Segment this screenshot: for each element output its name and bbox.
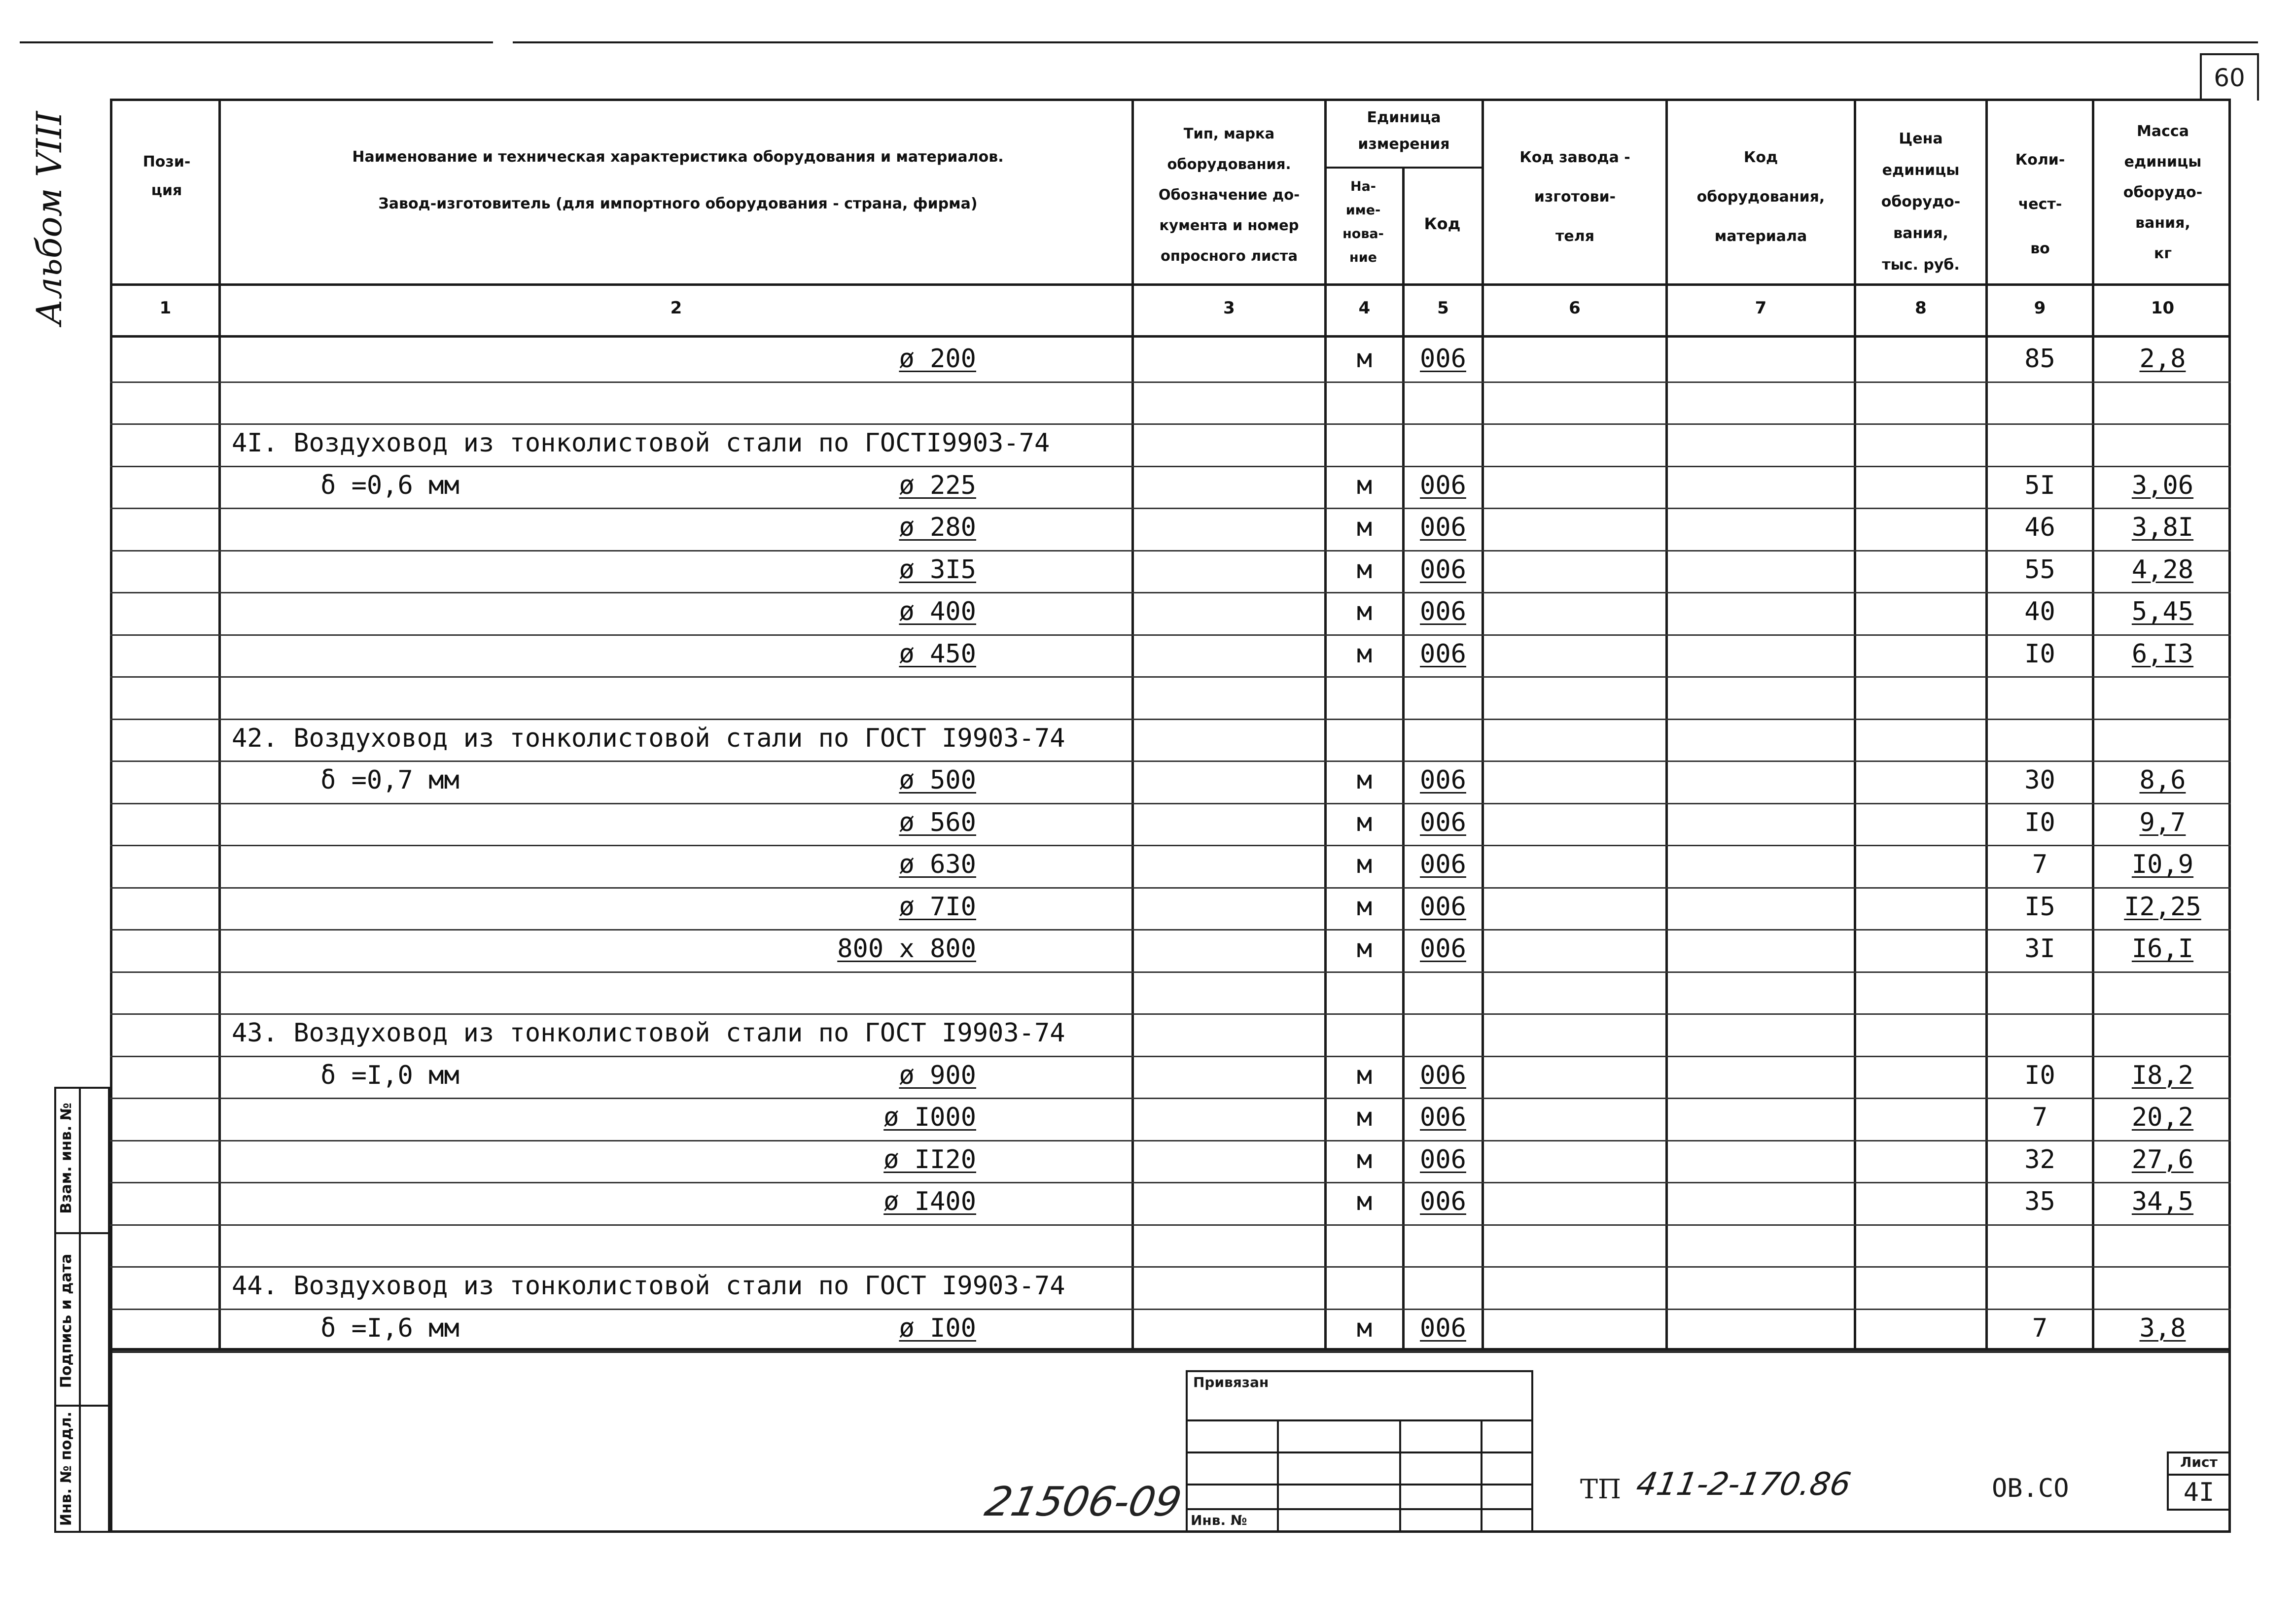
header-type: Тип, марка оборудования. Обозначение до- кумента и номер опросного листа — [1158, 125, 1300, 264]
col-rule-5 — [1482, 99, 1484, 1350]
item-size: 800 x 800 — [837, 934, 976, 964]
section-title: 44. Воздуховод из тонколистовой стали по ГОСТ I9903-74 — [232, 1271, 1065, 1301]
unit-mass: I0,9 — [2131, 850, 2194, 879]
unit-mass: 20,2 — [2131, 1103, 2194, 1132]
header-name-line1: Наименование и техническая характеристика оборудования и материалов. — [352, 148, 1004, 166]
colnum-2: 2 — [670, 298, 682, 318]
side-stamp-divider — [79, 1087, 81, 1533]
colnum-5: 5 — [1437, 298, 1449, 318]
header-price: Цена единицы оборудо- вания, тыс. руб. — [1881, 130, 1961, 274]
item-size: ø 900 — [899, 1060, 976, 1090]
quantity: 7 — [2032, 1103, 2048, 1132]
privyazan-col-3 — [1481, 1419, 1482, 1533]
unit-mass: I6,I — [2131, 934, 2194, 964]
side-stamp-rule-1 — [54, 1232, 110, 1234]
unit-name: м — [1356, 850, 1373, 879]
unit-mass: 34,5 — [2131, 1187, 2194, 1216]
wall-thickness: δ =I,0 мм — [320, 1060, 459, 1090]
row-rule — [110, 423, 2231, 425]
unit-code: 006 — [1420, 344, 1466, 374]
unit-name: м — [1356, 1060, 1373, 1090]
colnum-8: 8 — [1915, 298, 1927, 318]
unit-mass: I8,2 — [2131, 1060, 2194, 1090]
top-rule-right — [513, 41, 2258, 43]
quantity: 5I — [2024, 470, 2055, 500]
row-rule — [110, 971, 2231, 973]
header-bottom-rule — [110, 283, 2231, 286]
sheet-number: 4I — [2183, 1478, 2215, 1507]
unit-name: м — [1356, 934, 1373, 964]
quantity: 55 — [2024, 554, 2055, 585]
doc-code: ОВ.СО — [1992, 1474, 2069, 1503]
item-size: ø 560 — [899, 807, 976, 837]
row-rule — [110, 1309, 2231, 1310]
unit-code: 006 — [1420, 1187, 1466, 1216]
row-rule — [110, 1098, 2231, 1099]
unit-name: м — [1356, 639, 1373, 669]
unit-code: 006 — [1420, 1313, 1466, 1343]
wall-thickness: δ =0,6 мм — [320, 470, 459, 500]
item-size: ø 450 — [899, 639, 976, 669]
unit-code: 006 — [1420, 1144, 1466, 1175]
header-unit-name: На- име- нова- ние — [1342, 179, 1384, 265]
unit-code: 006 — [1420, 1060, 1466, 1090]
sheet-box-rule — [2167, 1474, 2231, 1476]
item-size: ø I400 — [883, 1187, 976, 1216]
item-size: ø 225 — [899, 470, 976, 500]
row-rule — [110, 803, 2231, 804]
page-number: 60 — [2214, 64, 2245, 92]
unit-code: 006 — [1420, 597, 1466, 626]
header-mass: Масса единицы оборудо- вания, кг — [2123, 123, 2203, 262]
item-size: ø II20 — [883, 1144, 976, 1175]
unit-name: м — [1356, 470, 1373, 500]
row-rule — [110, 508, 2231, 509]
unit-code: 006 — [1420, 850, 1466, 879]
top-rule-left — [20, 41, 493, 43]
row-rule — [110, 592, 2231, 593]
colnum-3: 3 — [1223, 298, 1235, 318]
unit-name: м — [1356, 1144, 1373, 1175]
item-size: ø 7I0 — [899, 892, 976, 922]
unit-group-rule — [1324, 167, 1484, 169]
quantity: I5 — [2024, 892, 2055, 922]
col-rule-1 — [218, 99, 221, 1350]
row-rule — [110, 634, 2231, 636]
unit-name: м — [1356, 807, 1373, 837]
row-rule — [110, 550, 2231, 552]
row-rule — [110, 1056, 2231, 1057]
unit-mass: 2,8 — [2139, 344, 2186, 374]
section-title: 4I. Воздуховод из тонколистовой стали по ГОСТI9903-74 — [232, 428, 1050, 458]
quantity: 7 — [2032, 1313, 2048, 1343]
colnum-9: 9 — [2034, 298, 2046, 318]
row-rule — [110, 760, 2231, 762]
unit-mass: 4,28 — [2131, 554, 2194, 585]
item-size: ø 280 — [899, 513, 976, 542]
row-rule — [110, 466, 2231, 467]
unit-mass: 3,8I — [2131, 513, 2194, 542]
quantity: I0 — [2024, 807, 2055, 837]
album-label: Альбом VIII — [29, 111, 70, 325]
header-position: Пози- ция — [142, 153, 191, 199]
unit-name: м — [1356, 554, 1373, 585]
colnum-bottom-rule — [110, 335, 2231, 338]
sheet-label: Лист — [2180, 1454, 2218, 1470]
item-size: ø 500 — [899, 765, 976, 795]
unit-mass: 9,7 — [2139, 807, 2186, 837]
col-rule-7 — [1854, 99, 1856, 1350]
header-unit-group: Единица измерения — [1358, 109, 1450, 153]
wall-thickness: δ =0,7 мм — [320, 765, 459, 795]
quantity: 85 — [2024, 344, 2055, 374]
unit-mass: 3,06 — [2131, 470, 2194, 500]
row-rule — [110, 381, 2231, 383]
row-rule — [110, 929, 2231, 931]
quantity: I0 — [2024, 639, 2055, 669]
unit-name: м — [1356, 1313, 1373, 1343]
header-name-line2: Завод-изготовитель (для импортного оборудования - страна, фирма) — [378, 195, 978, 212]
item-size: ø I000 — [883, 1103, 976, 1132]
unit-code: 006 — [1420, 554, 1466, 585]
colnum-4: 4 — [1358, 298, 1371, 318]
unit-mass: 6,I3 — [2131, 639, 2194, 669]
unit-name: м — [1356, 1103, 1373, 1132]
quantity: 30 — [2024, 765, 2055, 795]
row-rule — [110, 719, 2231, 720]
unit-name: м — [1356, 597, 1373, 626]
row-rule — [110, 1182, 2231, 1183]
item-size: ø 400 — [899, 597, 976, 626]
row-rule — [110, 1224, 2231, 1226]
colnum-1: 1 — [159, 298, 172, 318]
unit-code: 006 — [1420, 934, 1466, 964]
quantity: 40 — [2024, 597, 2055, 626]
unit-mass: 5,45 — [2131, 597, 2194, 626]
unit-code: 006 — [1420, 1103, 1466, 1132]
colnum-7: 7 — [1755, 298, 1767, 318]
unit-code: 006 — [1420, 513, 1466, 542]
row-rule — [110, 1013, 2231, 1015]
side-vzam-inv: Взам. инв. № — [58, 1103, 75, 1214]
unit-code: 006 — [1420, 892, 1466, 922]
unit-name: м — [1356, 765, 1373, 795]
wall-thickness: δ =I,6 мм — [320, 1313, 459, 1343]
tp-number: 411-2-170.86 — [1633, 1466, 1854, 1503]
item-size: ø I00 — [899, 1313, 976, 1343]
row-rule — [110, 1266, 2231, 1268]
unit-code: 006 — [1420, 470, 1466, 500]
row-rule — [110, 676, 2231, 678]
quantity: I0 — [2024, 1060, 2055, 1090]
unit-name: м — [1356, 1187, 1373, 1216]
row-rule — [110, 1140, 2231, 1141]
quantity: 35 — [2024, 1187, 2055, 1216]
privyazan-col-2 — [1399, 1419, 1401, 1533]
quantity: 3I — [2024, 934, 2055, 964]
header-unit-code: Код — [1424, 214, 1461, 233]
quantity: 46 — [2024, 513, 2055, 542]
section-title: 42. Воздуховод из тонколистовой стали по ГОСТ I9903-74 — [232, 723, 1065, 753]
unit-name: м — [1356, 344, 1373, 374]
privyazan-label: Привязан — [1193, 1374, 1269, 1390]
quantity: 7 — [2032, 850, 2048, 879]
side-inv-podl: Инв. № подл. — [58, 1411, 75, 1526]
side-podpis-data: Подпись и дата — [58, 1253, 75, 1388]
unit-code: 006 — [1420, 639, 1466, 669]
row-rule — [110, 845, 2231, 846]
unit-mass: I2,25 — [2124, 892, 2201, 922]
item-size: ø 630 — [899, 850, 976, 879]
tp-prefix: ТП — [1580, 1474, 1622, 1505]
col-rule-6 — [1665, 99, 1668, 1350]
quantity: 32 — [2024, 1144, 2055, 1175]
unit-mass: 3,8 — [2139, 1313, 2186, 1343]
unit-name: м — [1356, 513, 1373, 542]
colnum-6: 6 — [1569, 298, 1581, 318]
row-rule — [110, 887, 2231, 889]
header-factory-code: Код завода - изготови- теля — [1519, 149, 1630, 245]
header-quantity: Коли- чест- во — [2015, 151, 2065, 257]
inv-no-label: Инв. № — [1191, 1512, 1247, 1528]
page-number-box — [2200, 53, 2259, 101]
section-title: 43. Воздуховод из тонколистовой стали по ГОСТ I9903-74 — [232, 1018, 1065, 1048]
col-rule-2 — [1131, 99, 1134, 1350]
item-size: ø 3I5 — [899, 554, 976, 585]
privyazan-col-1 — [1277, 1419, 1279, 1533]
handwritten-number: 21506-09 — [981, 1479, 1186, 1525]
unit-code: 006 — [1420, 807, 1466, 837]
unit-mass: 27,6 — [2131, 1144, 2194, 1175]
header-equipment-code: Код оборудования, материала — [1696, 149, 1825, 245]
colnum-10: 10 — [2151, 298, 2175, 318]
unit-code: 006 — [1420, 765, 1466, 795]
unit-mass: 8,6 — [2139, 765, 2186, 795]
unit-name: м — [1356, 892, 1373, 922]
item-size: ø 200 — [899, 344, 976, 374]
